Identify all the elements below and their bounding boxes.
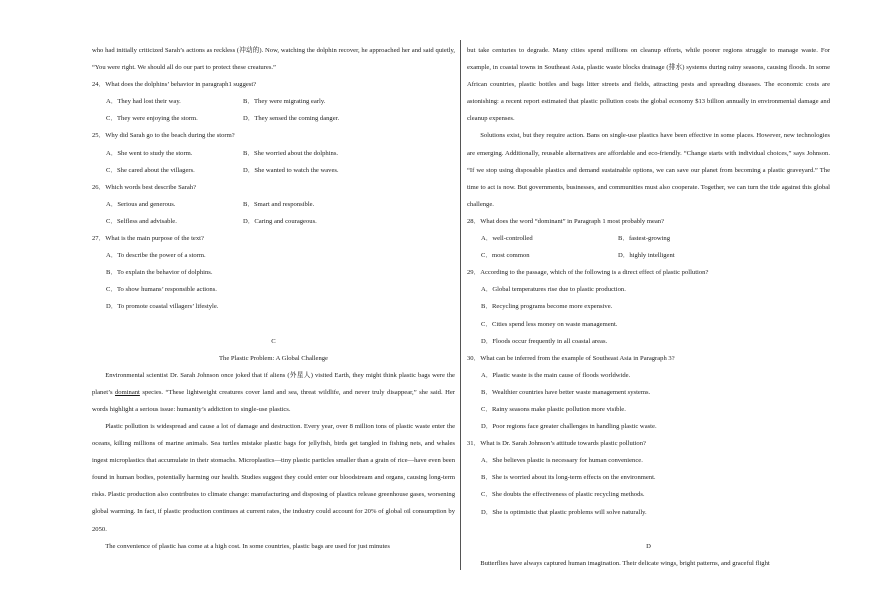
answer-option: D．They sensed the coming danger. [243, 115, 340, 123]
question-text: What is Dr. Sarah Johnson’s attitude towards plastic pollution? [480, 440, 646, 448]
question-number: 26 [92, 183, 99, 191]
answer-option: A．She believes plastic is necessary for human convenience. [481, 457, 643, 465]
question-text: What is the main purpose of the text? [105, 235, 204, 243]
answer-option: B．fastest-growing [618, 235, 671, 243]
passage-d-paragraph-1: Butterflies have always captured human imagination. Their delicate wings, bright patterns, and graceful flight [480, 559, 770, 567]
answer-option: B．Smart and responsible. [243, 200, 315, 208]
answer-option: D．To promote coastal villagers’ lifestyle. [106, 303, 219, 311]
answer-option: C．most common [481, 252, 530, 260]
answer-option: D．She wanted to watch the waves. [243, 166, 339, 174]
answer-option: A．Plastic waste is the main cause of floods worldwide. [481, 371, 631, 379]
question-28-stem: 28．What does the word “dominant” in Paragraph 1 most probably mean? [467, 217, 665, 225]
question-number: 28 [467, 217, 474, 225]
option-row [92, 145, 455, 162]
question-number: 31 [467, 440, 474, 448]
answer-option: B．To explain the behavior of dolphins. [106, 269, 213, 277]
section-letter-d: D [646, 542, 651, 550]
answer-option: C．Selfless and advisable. [106, 217, 177, 225]
answer-option: D．Poor regions face greater challenges in handling plastic waste. [481, 423, 657, 431]
underlined-word-dominant: dominant [114, 388, 140, 396]
answer-option: B．They were migrating early. [243, 98, 326, 106]
option-row [92, 213, 455, 230]
right-column [467, 42, 830, 572]
passage-paragraph-2: Plastic pollution is widespread and cause a lot of damage and destruction. Every year, over 8 million tons of plastic waste enter the oceans, killing millions of marine animals. Sea turtles mistake plastic bags for jellyfish, birds get tangled in fishing nets, and whales ingest microplastics that accumulate in their stomachs. Microplastics—tiny plastic particles smaller than a grain of rice—have even been found in human bodies, potentially harming our health. Studies suggest they could enter our bloodstream and organs, causing long-term risks. Plastic production also contributes to climate change: manufacturing and disposing of plastics release greenhouse gases, worsening global warming. In fact, if plastic production continues at current rates, the industry could account for 20% of global oil consumption by 2050. [92, 422, 455, 533]
answer-option: C．They were enjoying the storm. [106, 115, 198, 123]
answer-option: B．Recycling programs become more expensive. [481, 303, 613, 311]
option-row [92, 110, 455, 127]
answer-option: D．Caring and courageous. [243, 217, 317, 225]
question-text: According to the passage, which of the following is a direct effect of plastic pollution? [480, 269, 709, 277]
left-column [92, 42, 455, 555]
question-31-stem: 31．What is Dr. Sarah Johnson’s attitude towards plastic pollution? [467, 440, 646, 448]
answer-option: C．She cared about the villagers. [106, 166, 195, 174]
question-27-stem: 27．What is the main purpose of the text? [92, 235, 204, 243]
answer-option: D．highly intelligent [618, 252, 675, 260]
answer-option: C．She doubts the effectiveness of plastic recycling methods. [481, 491, 645, 499]
answer-option: C．Cities spend less money on waste management. [481, 320, 618, 328]
answer-option: A．She went to study the storm. [106, 149, 193, 157]
answer-option: A．well-controlled [481, 235, 533, 243]
questions-28-31 [467, 213, 830, 521]
question-text: Why did Sarah go to the beach during the storm? [105, 132, 235, 140]
question-number: 25 [92, 132, 99, 140]
answer-option: A．Global temperatures rise due to plastic production. [481, 286, 626, 294]
passage-paragraph-3-start: The convenience of plastic has come at a high cost. In some countries, plastic bags are used for just minutes [105, 542, 390, 550]
question-24-stem: 24．What does the dolphins’ behavior in paragraph1 suggest? [92, 81, 257, 89]
column-divider [460, 40, 461, 570]
story-ending: who had initially criticized Sarah’s actions as reckless (冲动的). Now, watching the dolphin recover, he approached her and said quietly, “You were right. We should all do our part to protect these creatures.” [92, 47, 455, 72]
option-row [92, 196, 455, 213]
answer-option: B．Wealthier countries have better waste management systems. [481, 388, 651, 396]
question-26-stem: 26．Which words best describe Sarah? [92, 183, 197, 191]
answer-option: B．She worried about the dolphins. [243, 149, 339, 157]
passage-title: The Plastic Problem: A Global Challenge [219, 354, 328, 362]
question-text: What does the dolphins’ behavior in paragraph1 suggest? [105, 81, 257, 89]
passage-paragraph-1: Environmental scientist Dr. Sarah Johnson once joked that if aliens (外星人) visited Earth, they might think plastic bags were the planet’s dominant species. “These lightweight creatures cover land and sea, threat wildlife, and never truly disappear,” she said. Her words highlight a serious issue: humanity’s addiction to single-use plastics. [92, 371, 455, 413]
question-number: 27 [92, 235, 99, 243]
option-row [92, 93, 455, 110]
question-25-stem: 25．Why did Sarah go to the beach during the storm? [92, 132, 235, 140]
option-row [92, 162, 455, 179]
question-text: What does the word “dominant” in Paragraph 1 most probably mean? [480, 217, 665, 225]
answer-option: A．They had lost their way. [106, 98, 181, 106]
answer-option: A．Serious and generous. [106, 200, 176, 208]
option-row [467, 230, 830, 247]
question-29-stem: 29．According to the passage, which of the following is a direct effect of plastic pollution? [467, 269, 709, 277]
option-row [467, 247, 830, 264]
section-letter-c: C [271, 337, 276, 345]
answer-option: D．Floods occur frequently in all coastal areas. [481, 337, 608, 345]
question-text: What can be inferred from the example of Southeast Asia in Paragraph 3? [480, 354, 675, 362]
question-text: Which words best describe Sarah? [105, 183, 197, 191]
question-30-stem: 30．What can be inferred from the example of Southeast Asia in Paragraph 3? [467, 354, 675, 362]
answer-option: C．Rainy seasons make plastic pollution more visible. [481, 405, 626, 413]
question-number: 24 [92, 81, 99, 89]
question-number: 30 [467, 354, 474, 362]
answer-option: C．To show humans’ responsible actions. [106, 286, 217, 294]
answer-option: B．She is worried about its long-term effects on the environment. [481, 474, 656, 482]
question-number: 29 [467, 269, 474, 277]
answer-option: A．To describe the power of a storm. [106, 252, 206, 260]
questions-24-27 [92, 76, 455, 315]
answer-option: D．She is optimistic that plastic problems will solve naturally. [481, 508, 647, 516]
passage-paragraph-3-cont: but take centuries to degrade. Many cities spend millions on cleanup efforts, while poorer regions struggle to manage waste. For example, in coastal towns in Southeast Asia, plastic waste blocks drainage (排水) systems during rainy seasons, causing floods. In some African countries, plastic bottles and bags litter streets and fields, attracting pests and spreading diseases. The economic costs are astonishing: a recent report estimated that plastic pollution costs the global economy $13 billion annually in environmental damage and cleanup expenses. [467, 47, 830, 123]
passage-paragraph-4: Solutions exist, but they require action. Bans on single-use plastics have been effective in some places. However, new technologies are emerging. Additionally, reusable alternatives are affordable and eco-friendly. “Change starts with individual choices,” says Johnson. “If we stop using disposable plastics and demand sustainable options, we can save our planet from becoming a plastic graveyard.” The time to act is now. But governments, businesses, and communities must also cooperate. Together, we can turn the tide against this global challenge. [467, 132, 830, 208]
